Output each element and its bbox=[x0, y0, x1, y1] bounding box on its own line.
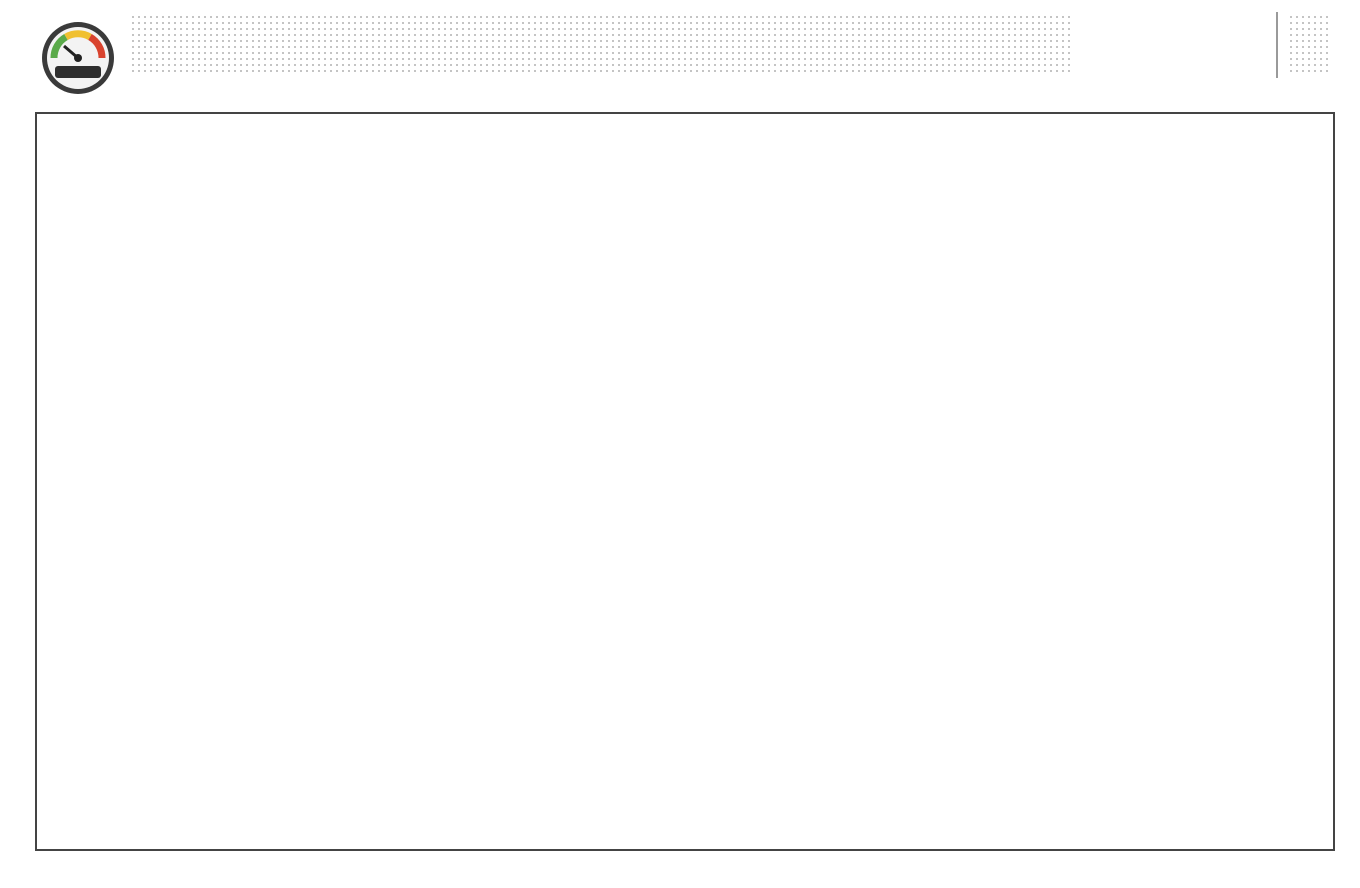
grid-border bbox=[35, 112, 1335, 851]
header-dots-right bbox=[1288, 14, 1332, 76]
header-dots-left bbox=[130, 14, 1070, 76]
gauge-medium-logo-icon bbox=[40, 20, 116, 96]
header-divider bbox=[1276, 12, 1278, 78]
